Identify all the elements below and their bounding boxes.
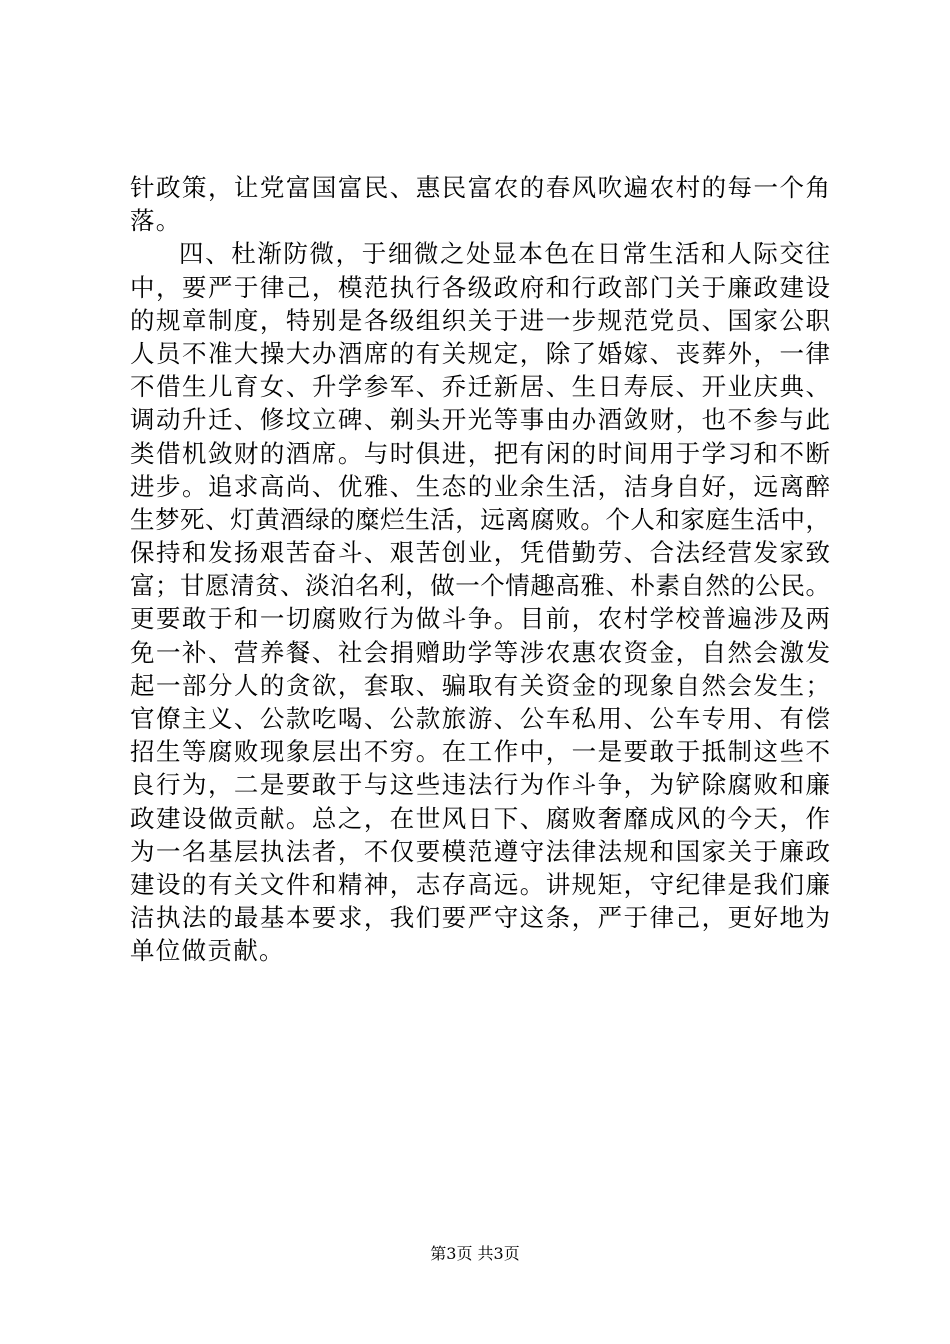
text-line: 生梦死、灯黄酒绿的糜烂生活，远离腐败。个人和家庭生活中， bbox=[130, 504, 830, 534]
text-line: 建设的有关文件和精神，志存高远。讲规矩，守纪律是我们廉 bbox=[130, 869, 830, 899]
text-line: 落。 bbox=[130, 206, 182, 236]
text-line: 政建设做贡献。总之，在世风日下、腐败奢靡成风的今天，作 bbox=[130, 803, 830, 833]
text-line: 不借生儿育女、升学参军、乔迁新居、生日寿辰、开业庆典、 bbox=[130, 372, 830, 402]
text-line: 调动升迁、修坟立碑、剃头开光等事由办酒敛财，也不参与此 bbox=[130, 405, 830, 435]
text-line: 的规章制度，特别是各级组织关于进一步规范党员、国家公职 bbox=[130, 305, 830, 335]
text-line: 进步。追求高尚、优雅、生态的业余生活，洁身自好，远离醉 bbox=[130, 471, 830, 501]
text-line: 为一名基层执法者，不仅要模范遵守法律法规和国家关于廉政 bbox=[130, 836, 830, 866]
text-line: 中，要严于律己，模范执行各级政府和行政部门关于廉政建设 bbox=[130, 272, 830, 302]
text-line: 免一补、营养餐、社会捐赠助学等涉农惠农资金，自然会激发 bbox=[130, 637, 830, 667]
text-line: 良行为，二是要敢于与这些违法行为作斗争，为铲除腐败和廉 bbox=[130, 770, 830, 800]
text-line: 起一部分人的贪欲，套取、骗取有关资金的现象自然会发生； bbox=[130, 670, 830, 700]
text-line: 富；甘愿清贫、淡泊名利，做一个情趣高雅、朴素自然的公民。 bbox=[130, 571, 830, 601]
document-body bbox=[130, 171, 830, 968]
text-line: 类借机敛财的酒席。与时俱进，把有闲的时间用于学习和不断 bbox=[130, 438, 830, 468]
text-line: 招生等腐败现象层出不穷。在工作中，一是要敢于抵制这些不 bbox=[130, 737, 830, 767]
text-line: 官僚主义、公款吃喝、公款旅游、公车私用、公车专用、有偿 bbox=[130, 704, 830, 733]
text-line: 更要敢于和一切腐败行为做斗争。目前，农村学校普遍涉及两 bbox=[130, 604, 830, 634]
text-line: 针政策，让党富国富民、惠民富农的春风吹遍农村的每一个角 bbox=[130, 173, 830, 202]
paragraph-first-line: 四、杜渐防微，于细微之处显本色在日常生活和人际交往 bbox=[179, 239, 830, 269]
page-footer: 第3页 共3页 bbox=[430, 1244, 520, 1263]
text-line: 单位做贡献。 bbox=[130, 936, 285, 966]
text-line: 洁执法的最基本要求，我们要严守这条，严于律己，更好地为 bbox=[130, 903, 830, 933]
text-line: 保持和发扬艰苦奋斗、艰苦创业，凭借勤劳、合法经营发家致 bbox=[130, 538, 830, 568]
text-line: 人员不准大操大办酒席的有关规定，除了婚嫁、丧葬外，一律 bbox=[130, 338, 830, 368]
